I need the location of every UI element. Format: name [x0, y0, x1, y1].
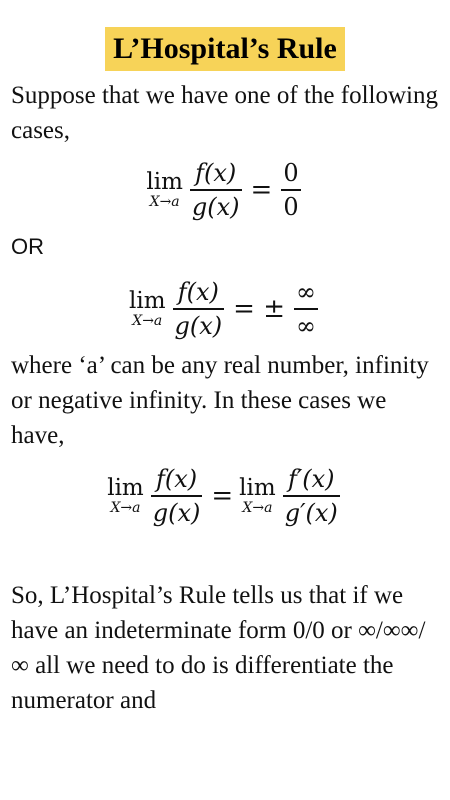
closing-paragraph: So, L’Hospital’s Rule tells us that if we have an indeterminate form 0/0 or ∞/∞∞/∞ all we need to do is differentiate the numerator and [11, 582, 426, 714]
denominator: ∞ [296, 312, 316, 340]
numerator: f′(x) [287, 465, 335, 493]
denominator: g′(x) [284, 499, 338, 527]
numerator: ∞ [296, 278, 316, 306]
denominator: g(x) [191, 193, 240, 221]
equals-plus-minus: = ± [233, 294, 285, 324]
lim-word: lim [146, 169, 183, 195]
conditions-paragraph: where ‘a’ can be any real number, infinity or negative infinity. In these cases we have, [11, 352, 429, 449]
limit-operator [239, 476, 276, 516]
fraction-f-over-g [173, 276, 225, 342]
denominator: g(x) [152, 499, 201, 527]
fraction-f-over-g [151, 463, 203, 529]
limit-equation-zero-over-zero [0, 157, 450, 223]
fraction-fprime-over-gprime [283, 463, 340, 529]
numerator: f(x) [155, 465, 198, 493]
lim-subscript: X→a [110, 500, 141, 516]
numerator: f(x) [195, 159, 237, 187]
page-title: L’Hospital’s Rule [105, 27, 345, 71]
lim-subscript: X→a [149, 194, 180, 210]
equals-sign: = [250, 175, 273, 205]
limit-operator [146, 170, 183, 210]
numerator: f(x) [177, 278, 219, 306]
lhospital-rule-equation [0, 463, 450, 529]
lim-word: lim [107, 475, 144, 501]
title-container [0, 27, 450, 71]
lim-word: lim [129, 288, 166, 314]
or-label: OR [11, 234, 44, 259]
denominator: g(x) [174, 312, 223, 340]
numerator: 0 [283, 159, 299, 187]
denominator: 0 [283, 193, 299, 221]
lim-subscript: X→a [132, 313, 163, 329]
fraction-infinity-over-infinity [294, 276, 318, 342]
intro-paragraph: Suppose that we have one of the following cases, [11, 82, 438, 144]
limit-operator [129, 289, 166, 329]
limit-equation-infinity-over-infinity [0, 276, 450, 342]
lim-word: lim [239, 475, 276, 501]
limit-operator [107, 476, 144, 516]
equals-sign: = [211, 481, 234, 511]
lim-subscript: X→a [242, 500, 273, 516]
fraction-zero-over-zero [281, 157, 300, 223]
fraction-f-over-g [190, 157, 242, 223]
